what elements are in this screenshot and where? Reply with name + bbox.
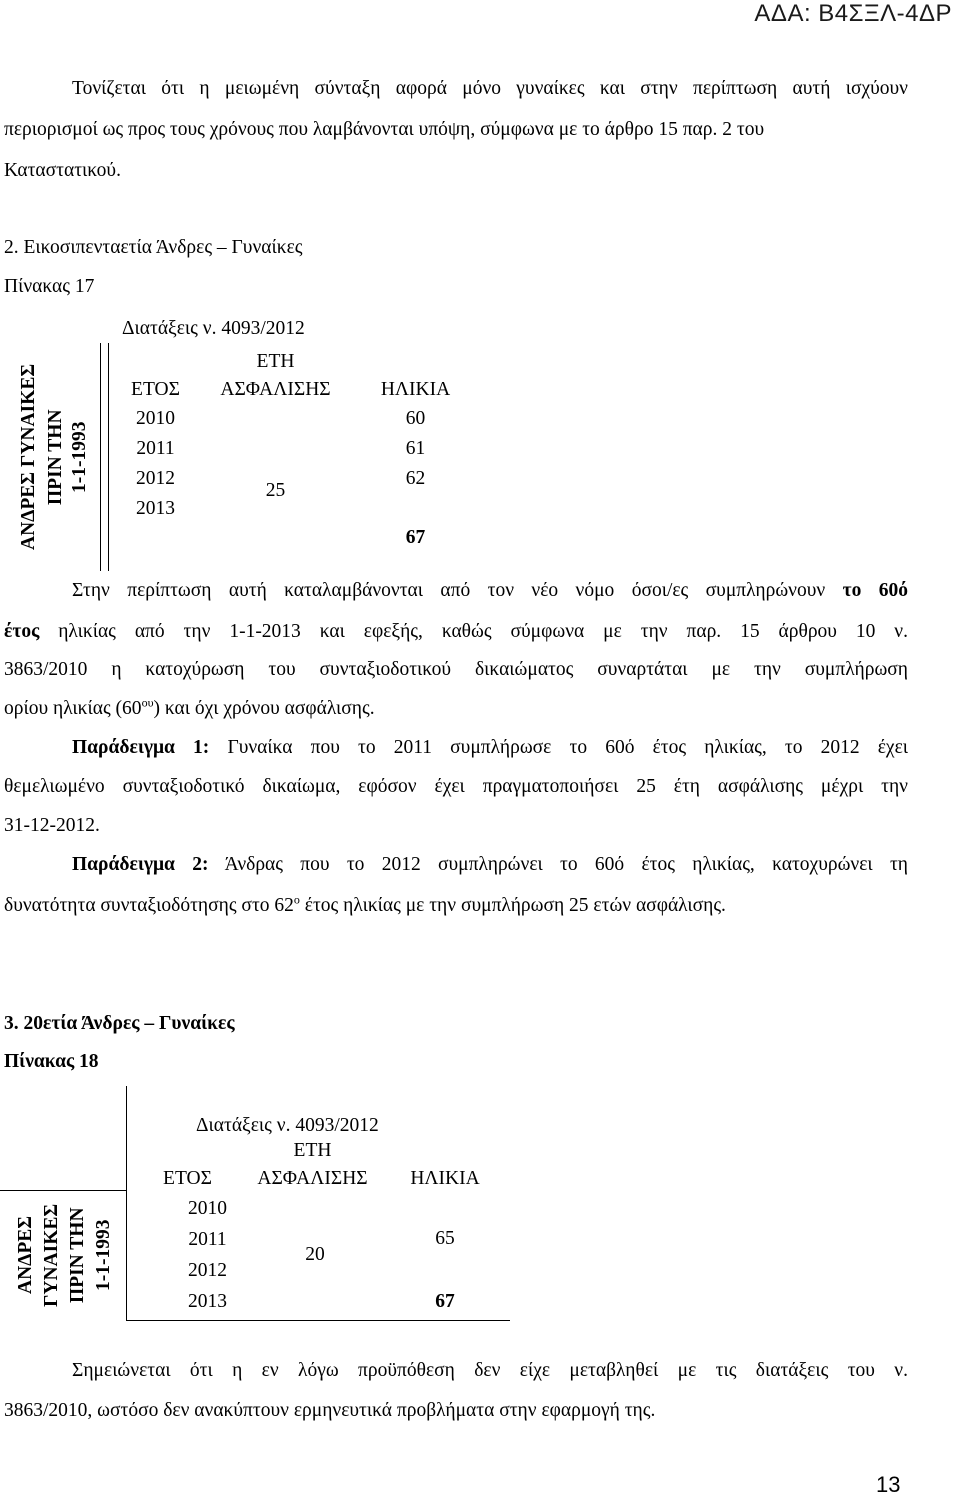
table-17-year-2011: 2011 <box>136 438 175 459</box>
example-2-line-2-text: δυνατότητα συνταξιοδότησης στο 62 <box>4 895 294 916</box>
table-18-final-age: 67 <box>435 1291 455 1312</box>
para1-line-4 <box>4 697 375 721</box>
table-18-title: Πίνακας 18 <box>4 1051 99 1072</box>
example-2-line-2 <box>4 894 726 918</box>
para1-line-2 <box>4 620 908 644</box>
note-line-1: Σημειώνεται ότι η εν λόγω προϋπόθεση δεν είχε μεταβληθεί με τις διατάξεις του ν. <box>72 1360 908 1381</box>
table-17-age-60: 60 <box>405 408 426 429</box>
example-1-line-2: θεμελιωμένο συνταξιοδοτικό δικαίωμα, εφόσον έχει πραγματοποιήσει 25 έτη ασφάλισης μέχρι την <box>4 776 908 797</box>
example-2-line-2-end: έτος ηλικίας με την συμπλήρωση 25 ετών ασφάλισης. <box>299 895 726 916</box>
table-18-year-2013: 2013 <box>188 1291 227 1312</box>
table-18-insurance-years: 20 <box>305 1244 325 1265</box>
table-18-year-2011: 2011 <box>188 1229 227 1250</box>
table-18-header-years-1: ΕΤΗ <box>293 1140 332 1161</box>
para1-line-4-text: ορίου ηλικίας (60 <box>4 698 142 719</box>
section-3-heading: 3. 20ετία Άνδρες – Γυναίκες <box>4 1013 235 1034</box>
table-17-side-label-3: 1-1-1993 <box>69 421 90 494</box>
example-1-label: Παράδειγμα 1: <box>72 737 210 758</box>
table-18-header-years-2: ΑΣΦΑΛΙΣΗΣ <box>257 1168 368 1189</box>
intro-line-1: Τονίζεται ότι η μειωμένη σύνταξη αφορά μόνο γυναίκες και στην περίπτωση αυτή ισχύουν <box>72 78 908 99</box>
table-18-age-65: 65 <box>435 1228 455 1249</box>
table-17-side-label-1: ΑΝΔΡΕΣ ΓΥΝΑΙΚΕΣ <box>18 363 39 551</box>
table-18-side-label-1: ΑΝΔΡΕΣ <box>15 1215 36 1295</box>
table-17-header-year: ΕΤΟΣ <box>131 379 180 400</box>
para1-line-4-end: ) και όχι χρόνου ασφάλισης. <box>153 698 375 719</box>
table-18-year-2012: 2012 <box>188 1260 227 1281</box>
table-17-year-2010: 2010 <box>136 408 175 429</box>
table-18-header-age: ΗΛΙΚΙΑ <box>410 1168 480 1189</box>
example-1-text: Γυναίκα που το 2011 συμπλήρωσε το 60ό έτος ηλικίας, το 2012 έχει <box>209 737 909 758</box>
example-2-text: Άνδρας που το 2012 συμπληρώνει το 60ό έτος ηλικίας, κατοχυρώνει τη <box>208 854 908 875</box>
para1-line-1 <box>72 579 908 603</box>
example-1-line-3: 31-12-2012. <box>4 815 100 836</box>
table-17-side-label-2: ΠΡΙΝ ΤΗΝ <box>45 409 66 506</box>
table-18-bottom-border <box>126 1320 510 1321</box>
table-17-header-years-1: ΕΤΗ <box>256 351 295 372</box>
intro-line-2: περιορισμοί ως προς τους χρόνους που λαμβάνονται υπόψη, σύμφωνα με το άρθρο 15 παρ. 2 του <box>4 119 765 140</box>
table-18-left-border <box>126 1086 127 1320</box>
note-line-2: 3863/2010, ωστόσο δεν ανακύπτουν ερμηνευτικά προβλήματα στην εφαρμογή της. <box>4 1400 656 1421</box>
table-17-age-61: 61 <box>405 438 426 459</box>
table-17-caption: Διατάξεις ν. 4093/2012 <box>122 318 305 339</box>
table-17-title: Πίνακας 17 <box>4 276 95 297</box>
table-17-header-age: ΗΛΙΚΙΑ <box>380 379 451 400</box>
para1-line-3: 3863/2010 η κατοχύρωση του συνταξιοδοτικού δικαιώματος συναρτάται με την συμπλήρωση <box>4 659 908 680</box>
para1-line-4-sup: ου <box>141 695 154 710</box>
example-2-line-2-sup: ο <box>293 892 300 907</box>
para1-line-2-text: ηλικίας από την 1-1-2013 και εφεξής, καθώς σύμφωνα με την παρ. 15 άρθρου 10 ν. <box>39 621 908 642</box>
para1-line-2-bold: έτος <box>4 621 40 642</box>
table-17-year-2012: 2012 <box>136 468 175 489</box>
para1-line-1-bold: το 60ό <box>842 580 908 601</box>
example-2-line-1 <box>72 853 908 877</box>
table-17-year-2013: 2013 <box>136 498 175 519</box>
para1-line-1-text: Στην περίπτωση αυτή καταλαμβάνονται από τον νέο νόμο όσοι/ες συμπληρώνουν <box>72 580 843 601</box>
intro-line-3: Καταστατικού. <box>4 160 121 181</box>
table-17-header-years-2: ΑΣΦΑΛΙΣΗΣ <box>220 379 331 400</box>
table-17-age-62: 62 <box>405 468 426 489</box>
example-2-label: Παράδειγμα 2: <box>72 854 209 875</box>
document-code: ΑΔΑ: Β4ΣΞΛ-4ΔΡ <box>754 0 952 27</box>
table-17-final-age: 67 <box>405 527 426 548</box>
table-18-year-2010: 2010 <box>188 1198 227 1219</box>
table-18-caption: Διατάξεις ν. 4093/2012 <box>196 1115 379 1136</box>
table-18-side-label-2: ΓΥΝΑΙΚΕΣ <box>41 1203 62 1307</box>
table-17-insurance-years: 25 <box>265 480 286 501</box>
table-18-side-label-4: 1-1-1993 <box>93 1219 114 1291</box>
section-2-heading: 2. Εικοσιπενταετία Άνδρες – Γυναίκες <box>4 237 303 258</box>
table-18-header-year: ΕΤΟΣ <box>163 1168 212 1189</box>
table-18-side-label-3: ΠΡΙΝ ΤΗΝ <box>67 1207 88 1303</box>
page-number: 13 <box>876 1472 901 1497</box>
example-1-line-1 <box>72 736 908 760</box>
